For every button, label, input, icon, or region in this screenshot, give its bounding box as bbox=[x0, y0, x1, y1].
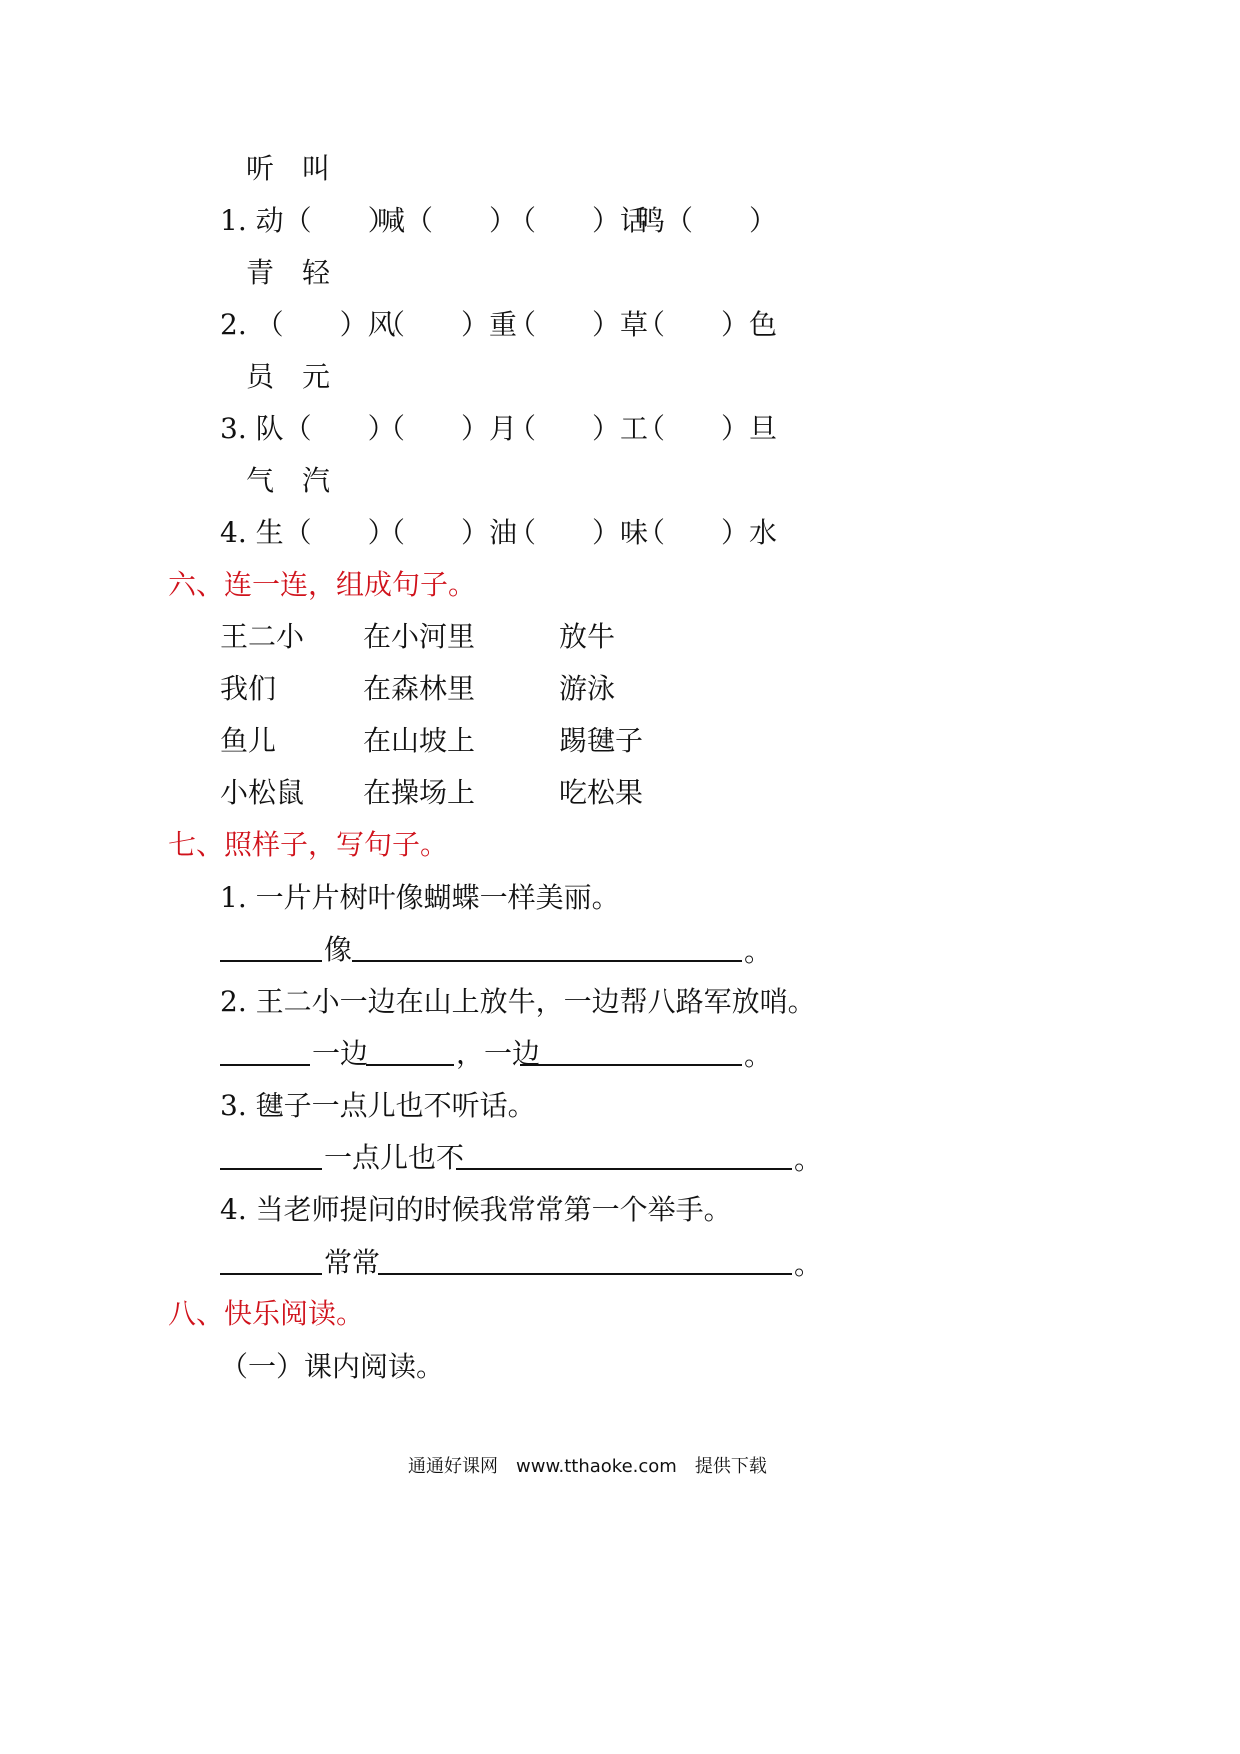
footer-source: 通通好课网 www.tthaoke.com 提供下载 bbox=[408, 1456, 767, 1477]
q1-item-3: （ ）话 bbox=[508, 204, 649, 237]
hint-qi-qi: 气 汽 bbox=[246, 464, 331, 497]
reading-part-1-title: （一）课内阅读。 bbox=[220, 1350, 445, 1383]
match-place-4[interactable]: 在操场上 bbox=[363, 776, 476, 809]
q4-item-2: （ ）油 bbox=[377, 516, 518, 549]
match-action-2[interactable]: 游泳 bbox=[559, 672, 616, 705]
section-8-heading: 八、快乐阅读。 bbox=[168, 1297, 365, 1330]
match-action-4[interactable]: 吃松果 bbox=[559, 776, 644, 809]
q1-item-1: 1. 动（ ） bbox=[220, 204, 396, 237]
q4-item-4: （ ）水 bbox=[637, 516, 778, 549]
q1-item-4: 鸣（ ） bbox=[637, 204, 778, 237]
q4-item-1: 4. 生（ ） bbox=[220, 516, 396, 549]
match-place-3[interactable]: 在山坡上 bbox=[363, 724, 476, 757]
example-sentence-2: 2. 王二小一边在山上放牛，一边帮八路军放哨。 bbox=[220, 985, 816, 1018]
example-sentence-1: 1. 一片片树叶像蝴蝶一样美丽。 bbox=[220, 881, 620, 914]
hint-ting-jiao: 听 叫 bbox=[246, 152, 331, 185]
blank-2b[interactable] bbox=[366, 1064, 454, 1066]
section-7-heading: 七、照样子，写句子。 bbox=[168, 828, 449, 861]
match-action-1[interactable]: 放牛 bbox=[559, 620, 616, 653]
blank-4b[interactable] bbox=[378, 1273, 792, 1275]
match-subject-3[interactable]: 鱼儿 bbox=[220, 724, 277, 757]
period-3: 。 bbox=[794, 1143, 823, 1176]
keyword-yibian-2: ，一边 bbox=[456, 1037, 541, 1070]
period-1: 。 bbox=[744, 935, 773, 968]
q2-item-2: （ ）重 bbox=[377, 308, 518, 341]
match-place-2[interactable]: 在森林里 bbox=[363, 672, 476, 705]
blank-1b[interactable] bbox=[352, 960, 742, 962]
q3-item-1: 3. 队（ ） bbox=[220, 412, 396, 445]
blank-4a[interactable] bbox=[220, 1273, 322, 1275]
blank-3a[interactable] bbox=[220, 1168, 322, 1170]
keyword-yibian-1: 一边 bbox=[312, 1037, 369, 1070]
q3-item-2: （ ）月 bbox=[377, 412, 518, 445]
q3-item-4: （ ）旦 bbox=[637, 412, 778, 445]
example-sentence-4: 4. 当老师提问的时候我常常第一个举手。 bbox=[220, 1193, 732, 1226]
blank-2c[interactable] bbox=[520, 1064, 742, 1066]
hint-qing-qing: 青 轻 bbox=[246, 256, 331, 289]
blank-1a[interactable] bbox=[220, 960, 322, 962]
example-sentence-3: 3. 毽子一点儿也不听话。 bbox=[220, 1089, 536, 1122]
q2-item-1: 2. （ ）风 bbox=[220, 308, 396, 341]
match-subject-1[interactable]: 王二小 bbox=[220, 620, 305, 653]
q1-item-2: 喊（ ） bbox=[377, 204, 518, 237]
keyword-xiang: 像 bbox=[324, 933, 353, 966]
hint-yuan-yuan: 员 元 bbox=[246, 360, 331, 393]
blank-2a[interactable] bbox=[220, 1064, 310, 1066]
q2-item-3: （ ）草 bbox=[508, 308, 649, 341]
match-subject-2[interactable]: 我们 bbox=[220, 672, 277, 705]
q2-item-4: （ ）色 bbox=[637, 308, 778, 341]
keyword-changchang: 常常 bbox=[324, 1246, 381, 1279]
keyword-yidianer: 一点儿也不 bbox=[324, 1141, 465, 1174]
q3-item-3: （ ）工 bbox=[508, 412, 649, 445]
match-action-3[interactable]: 踢毽子 bbox=[559, 724, 644, 757]
section-6-heading: 六、连一连，组成句子。 bbox=[168, 568, 477, 601]
period-4: 。 bbox=[794, 1248, 823, 1281]
blank-3b[interactable] bbox=[456, 1168, 792, 1170]
q4-item-3: （ ）味 bbox=[508, 516, 649, 549]
match-place-1[interactable]: 在小河里 bbox=[363, 620, 476, 653]
match-subject-4[interactable]: 小松鼠 bbox=[220, 776, 305, 809]
period-2: 。 bbox=[744, 1039, 773, 1072]
